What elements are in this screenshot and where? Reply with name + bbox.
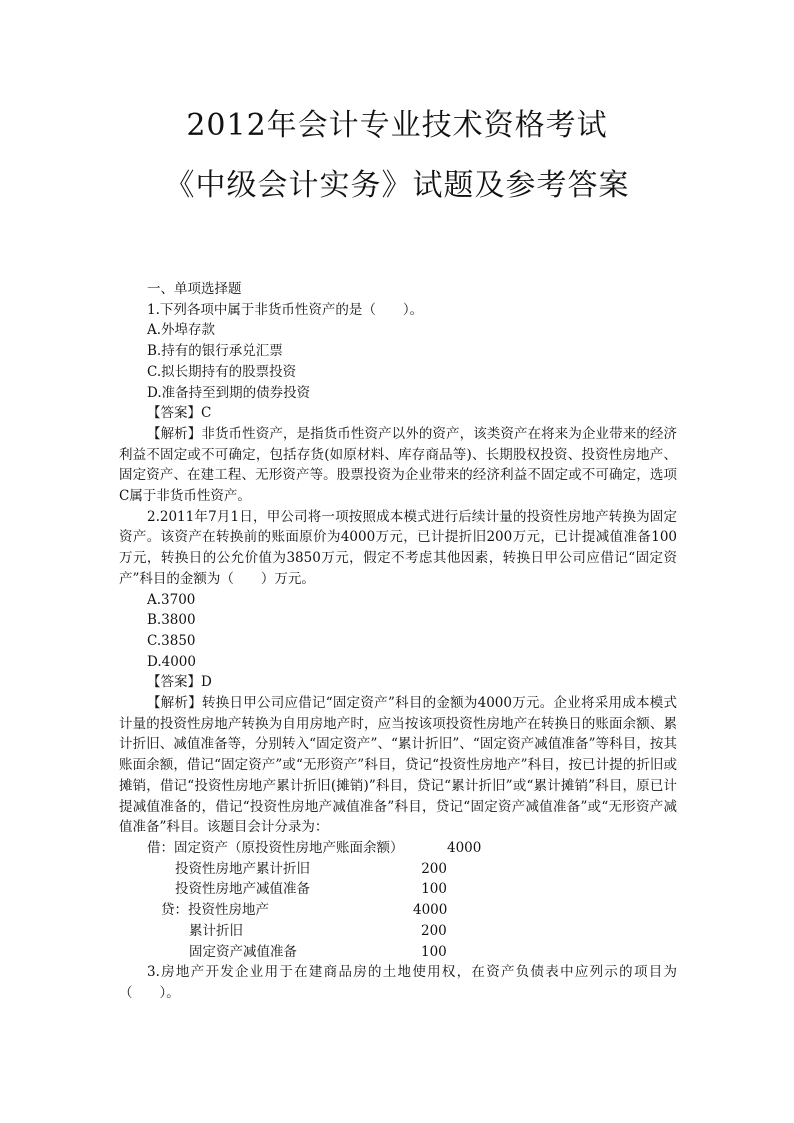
q2-option-d: D.4000 <box>147 653 196 670</box>
journal-entry-amount: 200 <box>421 860 447 877</box>
q3-stem: 3.房地产开发企业用于在建商品房的土地使用权，在资产负债表中应列示的项目为（ ）。 <box>119 964 677 1001</box>
q1-stem: 1.下列各项中属于非货币性资产的是（ ）。 <box>147 301 424 318</box>
document-title-line1: 2012年会计专业技术资格考试 <box>186 108 608 143</box>
q2-answer: 【答案】D <box>147 674 212 691</box>
journal-entry-row <box>119 859 677 880</box>
section-heading: 一、单项选择题 <box>147 281 242 297</box>
journal-entry-label: 累计折旧 <box>189 922 243 939</box>
document-body <box>119 279 677 1004</box>
journal-entry-amount: 4000 <box>413 902 448 919</box>
journal-entry-label: 借：固定资产（原投资性房地产账面余额） <box>147 839 404 856</box>
journal-entry-row <box>119 900 677 921</box>
journal-entry-row <box>119 942 677 963</box>
q1-option-b: B.持有的银行承兑汇票 <box>147 343 283 360</box>
q1-option-a: A.外埠存款 <box>147 322 216 339</box>
q2-analysis: 【解析】转换日甲公司应借记“固定资产”科目的金额为4000万元。企业将采用成本模式计量的投资性房地产转换为自用房地产时，应当按该项投资性房地产在转换日的账面余额、累计折旧、减值准备等，分别转入“固定资产”、“累计折旧”、“固定资产减值准备”等科目，按其账面余额，借记“固定资产”或“无形资产”科目，贷记“投资性房地产”科目，按已计提的折旧或摊销，借记“投资性房地产累计折旧(摊销)”科目，贷记“累计折旧”或“累计摊销”科目，原已计提减值准备的，借记“投资性房地产减值准备”科目，贷记“固定资产减值准备”或“无形资产减值准备”科目。该题目会计分录为： <box>119 695 677 836</box>
journal-entry-row <box>119 838 677 859</box>
journal-entry-amount: 4000 <box>447 839 482 856</box>
journal-entry-label: 固定资产减值准备 <box>189 943 297 960</box>
journal-entry-row <box>119 879 677 900</box>
q1-analysis: 【解析】非货币性资产，是指货币性资产以外的资产，该类资产在将来为企业带来的经济利益不固定或不可确定，包括存货(如原材料、库存商品等)、长期股权投资、投资性房地产、固定资产、在建工程、无形资产等。股票投资为企业带来的经济利益不固定或不可确定，选项C属于非货币性资产。 <box>119 425 677 505</box>
journal-entry-amount: 200 <box>421 922 447 939</box>
journal-entry-label: 贷：投资性房地产 <box>161 902 269 919</box>
journal-entry-amount: 100 <box>421 881 447 898</box>
document-title-line2: 《中级会计实务》试题及参考答案 <box>164 168 630 203</box>
q2-stem: 2.2011年7月1日，甲公司将一项按照成本模式进行后续计量的投资性房地产转换为固定资产。该资产在转换前的账面原价为4000万元，已计提折旧200万元，已计提减值准备100万元，转换日的公允价值为3850万元，假定不考虑其他因素，转换日甲公司应借记“固定资产”科目的金额为（ ）万元。 <box>119 508 677 587</box>
journal-entry-label: 投资性房地产累计折旧 <box>175 860 310 877</box>
q2-option-b: B.3800 <box>147 612 196 629</box>
journal-entry-label: 投资性房地产减值准备 <box>175 881 310 898</box>
q1-answer: 【答案】C <box>147 405 212 422</box>
journal-entry-amount: 100 <box>421 943 447 960</box>
q1-option-d: D.准备持至到期的债券投资 <box>147 384 311 401</box>
q1-option-c: C.拟长期持有的股票投资 <box>147 363 297 380</box>
journal-entry-row <box>119 921 677 942</box>
q2-option-c: C.3850 <box>147 632 196 649</box>
q2-option-a: A.3700 <box>147 591 196 608</box>
